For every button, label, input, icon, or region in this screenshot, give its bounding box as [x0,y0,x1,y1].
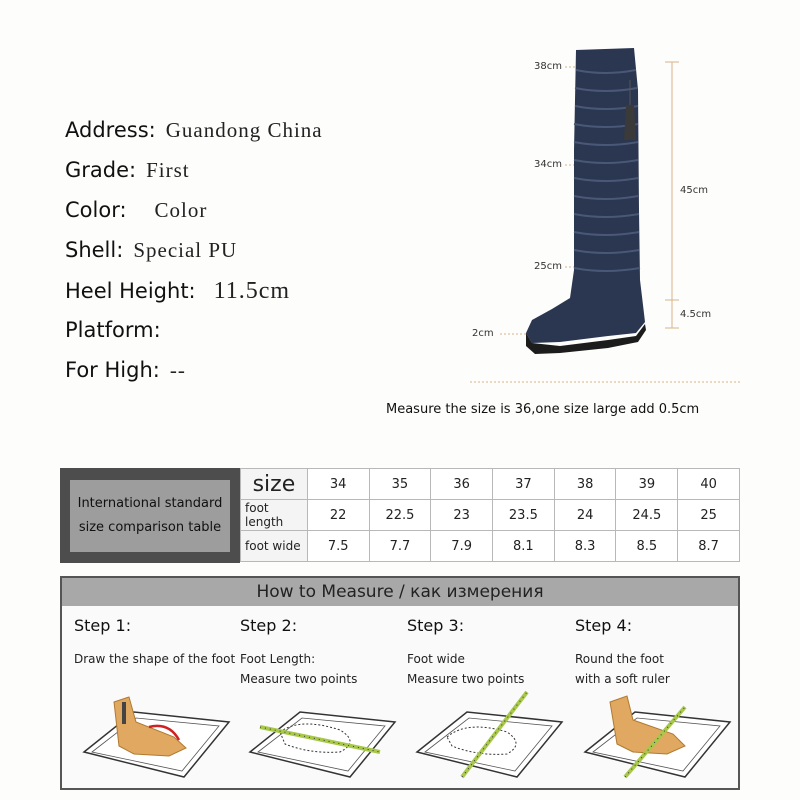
row-label: size [241,469,308,500]
step-3 [407,616,572,786]
product-attributes [65,118,323,398]
attr-value: Guandong China [165,118,323,142]
step-desc-line-1: Draw the shape of the foot [74,652,236,666]
step-desc-line-1: Round the foot [575,652,664,666]
attr-label: Address: [65,118,156,142]
measure-note: Measure the size is 36,one size large add 0.5cm [386,402,700,417]
dim-platform: 4.5cm [680,309,712,320]
step-desc-line-2: Measure two points [240,672,358,686]
table-cell: 40 [678,469,740,500]
table-cell: 35 [369,469,431,500]
table-cell: 7.7 [369,531,431,562]
table-cell: 36 [431,469,493,500]
step-desc-line-1: Foot wide [407,652,465,666]
attr-color [65,198,323,238]
attr-label: Platform: [65,318,161,342]
caption-line-1: International standard [77,496,223,511]
table-row [241,500,740,531]
step-2 [240,616,405,786]
foot-outline-illustration [74,682,234,782]
how-to-measure-title: How to Measure / как измерения [62,578,738,606]
step-desc-line-2: with a soft ruler [575,672,670,686]
step-title: Step 1: [74,616,132,635]
step-title: Step 3: [407,616,465,635]
table-cell: 25 [678,500,740,531]
step-4 [575,616,740,786]
attr-value: First [146,158,190,182]
table-cell: 37 [493,469,555,500]
attr-label: Color: [65,198,127,222]
attr-grade [65,158,323,198]
step-desc-line-2: Measure two points [407,672,525,686]
dim-shaft-height: 45cm [680,185,708,196]
caption-line-2: size comparison table [78,520,222,535]
attr-label: Heel Height: [65,279,196,303]
soft-ruler-illustration [575,682,735,782]
size-table-caption [60,468,240,563]
attr-heel-height [65,278,323,318]
step-title: Step 2: [240,616,298,635]
size-comparison-table [60,468,740,563]
table-cell: 8.1 [493,531,555,562]
dim-low-circumference: 25cm [534,261,562,272]
attr-for-high [65,358,323,398]
boot-illustration [440,30,760,400]
table-cell: 8.5 [616,531,678,562]
table-cell: 8.7 [678,531,740,562]
dim-top-circumference: 38cm [534,61,562,72]
size-grid [240,468,740,562]
attr-address [65,118,323,158]
table-cell: 8.3 [554,531,616,562]
table-cell: 7.9 [431,531,493,562]
attr-value: Special PU [133,238,238,262]
step-1 [74,616,239,786]
table-cell: 7.5 [307,531,369,562]
table-cell: 23 [431,500,493,531]
how-to-measure-panel [60,576,740,790]
attr-value: -- [169,358,186,382]
attr-label: Grade: [65,158,137,182]
table-cell: 24 [554,500,616,531]
attr-platform [65,318,323,358]
attr-label: Shell: [65,238,124,262]
row-label: foot length [241,500,308,531]
foot-length-illustration [240,682,400,782]
step-title: Step 4: [575,616,633,635]
attr-value: Color [154,198,208,222]
table-cell: 22.5 [369,500,431,531]
table-cell: 39 [616,469,678,500]
table-cell: 34 [307,469,369,500]
dim-mid-circumference: 34cm [534,159,562,170]
foot-width-illustration [407,682,567,782]
attr-label: For High: [65,358,160,382]
table-cell: 38 [554,469,616,500]
row-label: foot wide [241,531,308,562]
boot-image [440,30,760,400]
dim-heel: 2cm [472,328,494,339]
table-cell: 24.5 [616,500,678,531]
table-cell: 23.5 [493,500,555,531]
attr-value: 11.5cm [213,278,291,304]
table-row [241,469,740,500]
table-cell: 22 [307,500,369,531]
attr-shell [65,238,323,278]
table-row [241,531,740,562]
step-desc-line-1: Foot Length: [240,652,316,666]
